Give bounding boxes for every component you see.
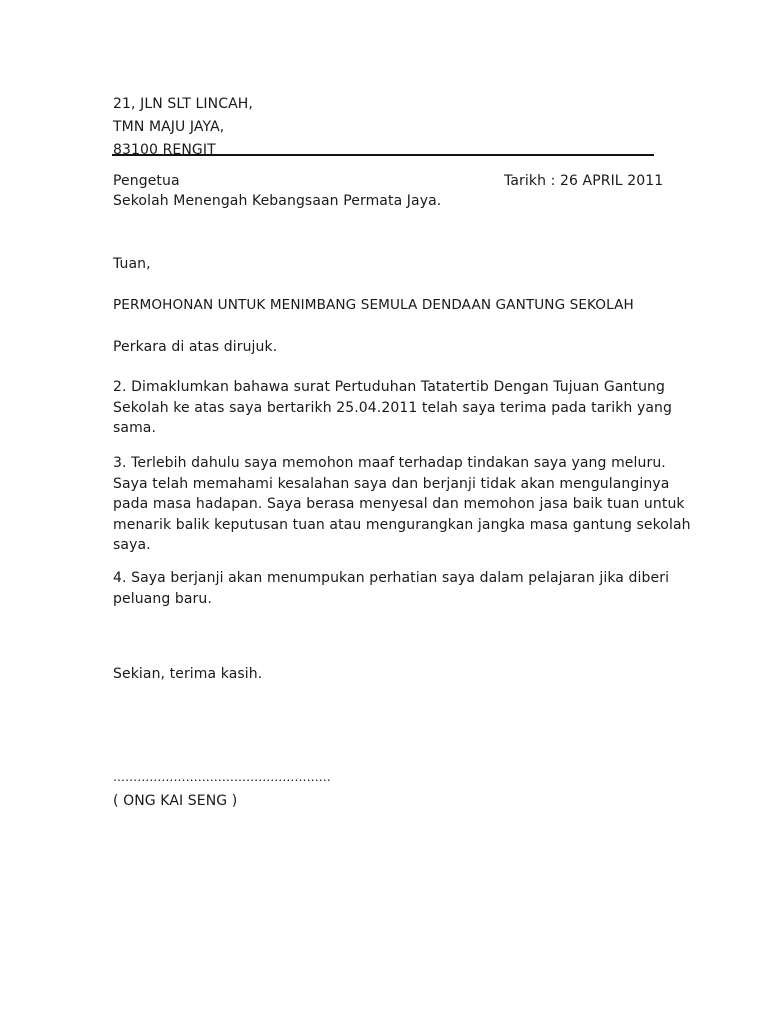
closing-text: Sekian, terima kasih.: [113, 666, 263, 682]
paragraph-line: sama.: [113, 420, 157, 436]
recipient-title: Pengetua: [113, 173, 180, 189]
paragraph-line: 2. Dimaklumkan bahawa surat Pertuduhan Tatatertib Dengan Tujuan Gantung: [113, 379, 666, 395]
subject-line: PERMOHONAN UNTUK MENIMBANG SEMULA DENDAAN GANTUNG SEKOLAH: [113, 297, 634, 313]
address-line-2: TMN MAJU JAYA,: [113, 119, 225, 135]
paragraph-line: saya.: [113, 537, 151, 553]
address-line-3: 83100 RENGIT: [113, 142, 216, 158]
salutation: Tuan,: [113, 256, 151, 272]
paragraph-line: pada masa hadapan. Saya berasa menyesal dan memohon jasa baik tuan untuk: [113, 496, 685, 512]
signatory-name: ( ONG KAI SENG ): [113, 793, 238, 809]
address-line-1: 21, JLN SLT LINCAH,: [113, 96, 253, 112]
recipient-school: Sekolah Menengah Kebangsaan Permata Jaya.: [113, 193, 442, 209]
paragraph-line: Sekolah ke atas saya bertarikh 25.04.2011 telah saya terima pada tarikh yang: [113, 399, 672, 416]
paragraph-line: Saya telah memahami kesalahan saya dan berjanji tidak akan mengulanginya: [113, 475, 670, 492]
paragraph-2: [113, 377, 672, 439]
header-divider: [112, 154, 654, 156]
paragraph-3: [113, 453, 691, 556]
paragraph-line: 3. Terlebih dahulu saya memohon maaf terhadap tindakan saya yang meluru.: [113, 455, 666, 471]
sender-address: [113, 93, 253, 162]
paragraph-line: peluang baru.: [113, 590, 212, 607]
paragraph-line: menarik balik keputusan tuan atau mengurangkan jangka masa gantung sekolah: [113, 516, 691, 533]
letter-date: Tarikh : 26 APRIL 2011: [504, 173, 664, 189]
intro-text: Perkara di atas dirujuk.: [113, 339, 278, 355]
paragraph-line: 4. Saya berjanji akan menumpukan perhatian saya dalam pelajaran jika diberi: [113, 570, 670, 586]
signature-line: ………………………………………………: [113, 770, 331, 784]
paragraph-4: [113, 568, 670, 609]
